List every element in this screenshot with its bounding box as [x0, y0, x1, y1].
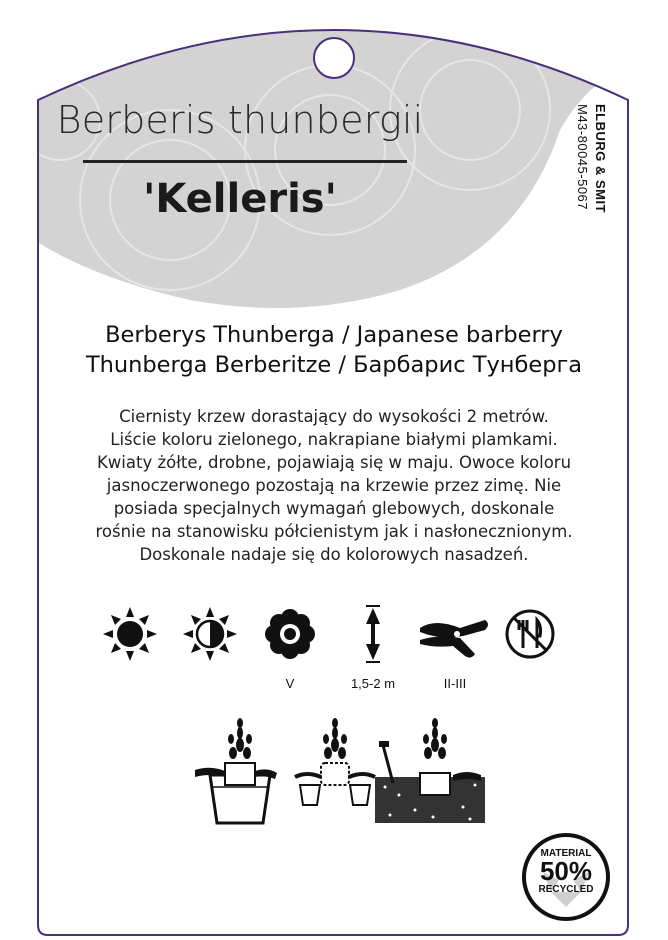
cultivar-name: 'Kelleris' — [143, 176, 337, 222]
description-line: Ciernisty krzew dorastający do wysokości 2 metrów. — [119, 407, 549, 426]
pruning-months-label: II-III — [443, 676, 467, 691]
product-code: M43-80045-5067 — [575, 104, 590, 211]
flowering-month-label: V — [285, 676, 295, 691]
badge-percent-text: 50% — [539, 856, 593, 886]
height-label: 1,5-2 m — [350, 676, 396, 691]
description-line: jasnoczerwonego pozostają na krzewie przez zimę. Nie — [106, 476, 562, 495]
common-names — [40, 320, 628, 380]
description — [40, 405, 628, 566]
remove-pot-illustration — [295, 718, 375, 805]
flower-icon — [265, 609, 315, 659]
description-line: posiada specjalnych wymagań glebowych, doskonale — [113, 499, 555, 518]
pruning-shears-icon — [420, 620, 488, 658]
plant-in-soil-illustration — [375, 718, 485, 823]
height-icon — [366, 606, 380, 662]
badge-material-text: MATERIAL — [540, 848, 592, 859]
latin-name: Berberis thunbergii — [56, 98, 424, 142]
description-line: Doskonale nadaje się do kolorowych nasadzeń. — [139, 545, 529, 564]
description-line: Liście koloru zielonego, nakrapiane białymi plamkami. — [110, 430, 558, 449]
not-edible-icon — [507, 611, 553, 657]
title-divider — [83, 160, 407, 163]
planting-illustrations — [195, 715, 495, 825]
half-shade-icon — [183, 607, 237, 661]
badge-recycled-text: RECYCLED — [538, 884, 594, 895]
soak-in-water-illustration — [195, 718, 277, 823]
hanging-hole — [314, 38, 354, 78]
description-line: Kwiaty żółte, drobne, pojawiają się w maju. Owoce koloru — [96, 453, 572, 472]
care-icons-row — [100, 600, 560, 670]
brand-text: ELBURG & SMIT — [593, 104, 608, 214]
common-name-line: Berberys Thunberga / Japanese barberry — [105, 322, 563, 348]
full-sun-icon — [103, 607, 157, 661]
description-line: rośnie na stanowisku półcienistym jak i nasłonecznionym. — [95, 522, 573, 541]
common-name-line: Thunberga Berberitze / Барбарис Тунберга — [85, 352, 583, 378]
